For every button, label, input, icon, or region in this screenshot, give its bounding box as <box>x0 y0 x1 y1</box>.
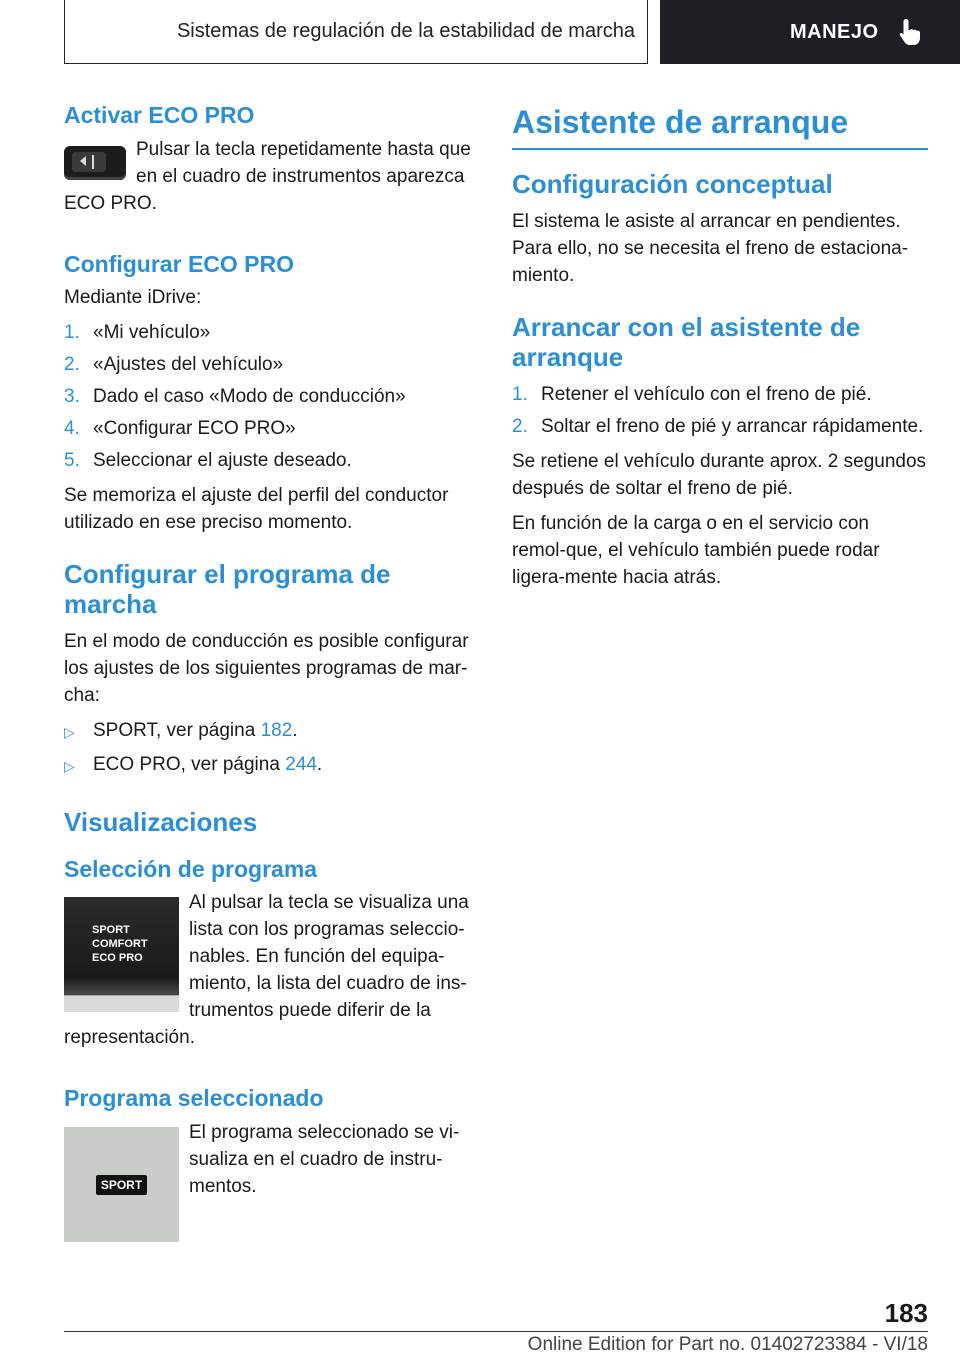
activar-text: Pulsar la tecla repetidamente hasta que en el cuadro de instrumentos aparezca ECO PRO. <box>64 138 471 214</box>
triangle-bullet-icon: ▷ <box>64 757 75 774</box>
seleccion-block <box>64 889 476 1059</box>
title-rule <box>512 102 928 150</box>
list-item: 4. «Configurar ECO PRO» <box>64 418 296 440</box>
heading-configurar-programa: Configurar el programa de marcha <box>64 559 391 620</box>
left-column <box>64 102 476 1246</box>
header-section-box <box>64 0 648 64</box>
hand-pointer-icon <box>897 17 923 47</box>
programa-list <box>64 717 476 780</box>
heading-arrancar-asistente: Arrancar con el asistente de arranque <box>512 311 861 372</box>
section-title: Sistemas de regulación de la estabilidad de marcha <box>176 20 635 42</box>
conceptual-text: El sistema le asiste al arrancar en pendientes. Para ello, no se necesita el freno de estaciona‐miento. <box>512 210 909 286</box>
programa-text: En el modo de conducción es posible configurar los ajustes de los siguientes programas de mar‐cha: <box>64 630 469 706</box>
selected-program-display-image: SPORT <box>64 1127 179 1242</box>
heading-activar-eco-pro: Activar ECO PRO <box>64 102 255 128</box>
right-column <box>512 102 928 599</box>
page-link-244[interactable]: 244 <box>285 753 317 775</box>
list-item: 3. Dado el caso «Modo de conducción» <box>64 386 406 408</box>
page-number: 183 <box>884 1298 928 1328</box>
arrancar-steps <box>512 381 928 440</box>
eco-pro-button-image <box>64 146 126 180</box>
list-item: 2. Soltar el freno de pié y arrancar rápidamente. <box>512 415 924 437</box>
heading-configurar-eco-pro: Configurar ECO PRO <box>64 250 295 277</box>
seleccionado-text: El programa seleccionado se vi‐sualiza en el cuadro de instru‐mentos. <box>189 1122 460 1198</box>
arrancar-p1: Se retiene el vehículo durante aprox. 2 segundos después de soltar el freno de pié. <box>512 450 927 499</box>
heading-visualizaciones: Visualizaciones <box>64 806 258 837</box>
program-list-display-image: SPORT COMFORT ECO PRO <box>64 897 179 1012</box>
heading-configuracion-conceptual: Configuración conceptual <box>512 169 833 199</box>
heading-seleccion-programa: Selección de programa <box>64 855 318 882</box>
configurar-steps <box>64 319 476 474</box>
configurar-intro: Mediante iDrive: <box>64 287 202 309</box>
seleccion-text: Al pulsar la tecla se visualiza una lista con los programas seleccio‐nables. En función del equipa‐miento, la lista del cuadro de ins‐trumentos puede diferir de la representación. <box>64 892 469 1049</box>
chapter-tab[interactable] <box>660 0 960 64</box>
list-item: 2. «Ajustes del vehículo» <box>64 354 284 376</box>
list-item: 1. Retener el vehículo con el freno de pié. <box>512 383 872 405</box>
page-link-182[interactable]: 182 <box>260 719 293 741</box>
list-item: ▷ SPORT, ver página 182. <box>64 717 476 746</box>
chapter-label: MANEJO <box>790 20 879 43</box>
seleccionado-block <box>64 1119 476 1246</box>
activar-block <box>64 136 476 225</box>
triangle-bullet-icon: ▷ <box>64 723 75 740</box>
configurar-note: Se memoriza el ajuste del perfil del conductor utilizado en ese preciso momento. <box>64 485 449 534</box>
list-item: 1. «Mi vehículo» <box>64 322 211 344</box>
arrancar-p2: En función de la carga o en el servicio con remol‐que, el vehículo también puede rodar ligera‐mente hacia atrás. <box>512 512 880 588</box>
page-title: Asistente de arranque <box>512 104 849 140</box>
heading-programa-seleccionado: Programa seleccionado <box>64 1085 324 1112</box>
footer-divider <box>64 1331 928 1332</box>
list-item: 5. Seleccionar el ajuste deseado. <box>64 450 352 472</box>
footer-edition: Online Edition for Part no. 01402723384 - VI/18 <box>527 1334 928 1355</box>
list-item: ▷ ECO PRO, ver página 244. <box>64 751 476 780</box>
